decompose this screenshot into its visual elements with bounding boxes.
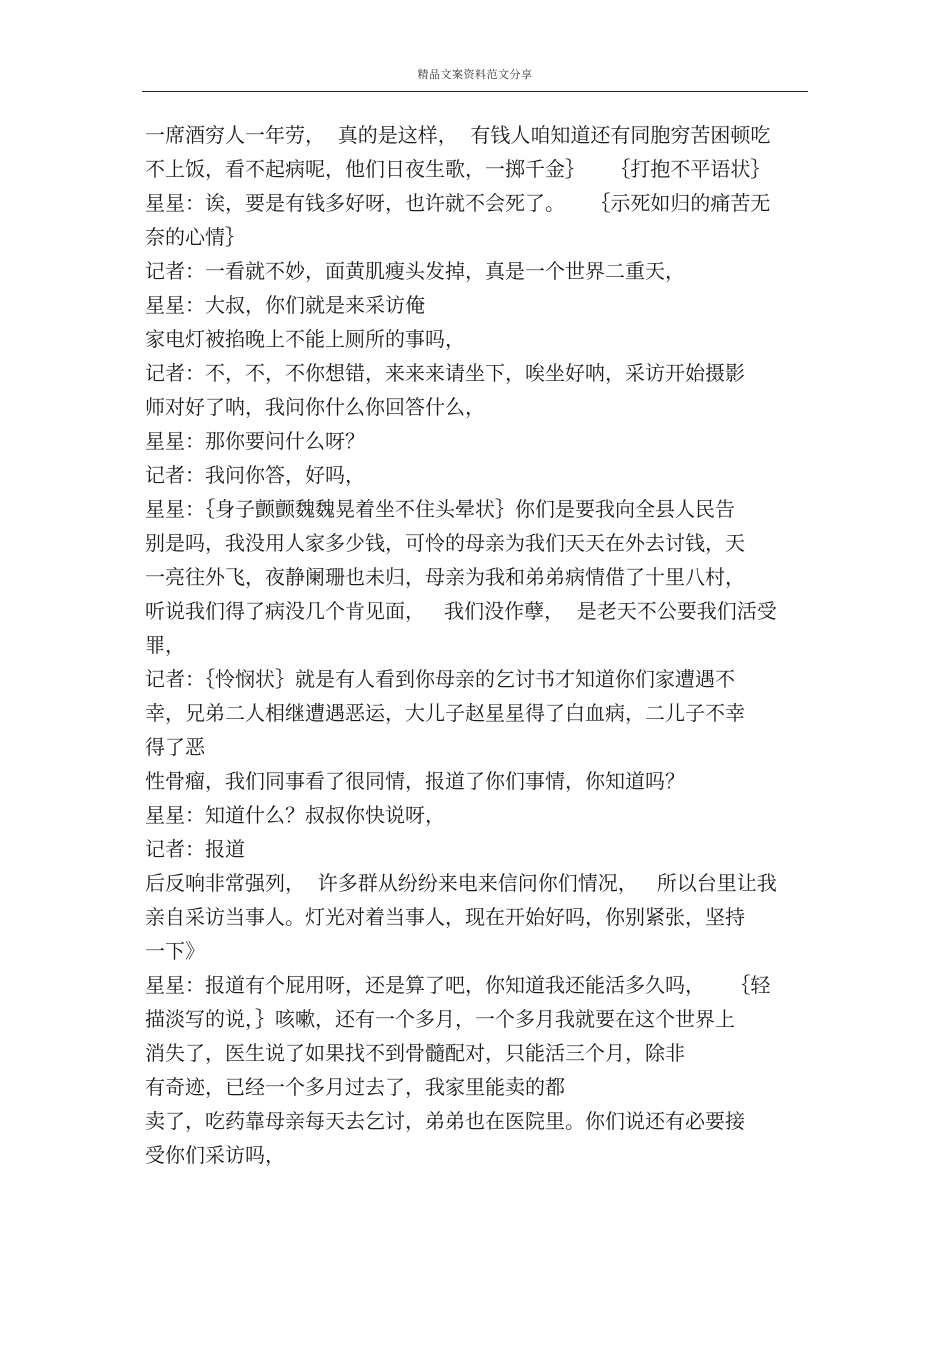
text-line: 记者：我问你答，好吗， bbox=[145, 463, 365, 487]
text-line: 受你们采访吗， bbox=[145, 1143, 285, 1167]
text-line: 记者：不，不，不你想错，来来来请坐下，唉坐好呐，采访开始摄影 bbox=[145, 361, 745, 385]
text-line: 奈的心情｝ bbox=[145, 225, 245, 249]
text-line: 一席酒穷人一年劳， 真的是这样， 有钱人咱知道还有同胞穷苦困顿吃 bbox=[145, 123, 771, 147]
text-line: 星星：那你要问什么呀？ bbox=[145, 429, 365, 453]
text-line: 幸，兄弟二人相继遭遇恶运，大儿子赵星星得了白血病，二儿子不幸 bbox=[145, 701, 745, 725]
text-line: 罪， bbox=[145, 633, 185, 657]
text-line: 记者：一看就不妙，面黄肌瘦头发掉，真是一个世界二重天， bbox=[145, 259, 685, 283]
text-line: 后反响非常强列， 许多群从纷纷来电来信问你们情况， 所以台里让我 bbox=[145, 871, 777, 895]
text-line: 星星：报道有个屁用呀，还是算了吧，你知道我还能活多久吗， ｛轻 bbox=[145, 973, 771, 997]
text-line: 一亮往外飞，夜静阑珊也未归，母亲为我和弟弟病情借了十里八村， bbox=[145, 565, 745, 589]
text-line: 性骨瘤，我们同事看了很同情，报道了你们事情，你知道吗？ bbox=[145, 769, 685, 793]
text-line: 不上饭，看不起病呢，他们日夜生歌，一掷千金｝ ｛打抱不平语状｝ bbox=[145, 157, 771, 181]
text-line: 描淡写的说，｝咳嗽，还有一个多月，一个多月我就要在这个世界上 bbox=[145, 1007, 735, 1031]
text-line: 师对好了呐，我问你什么你回答什么， bbox=[145, 395, 485, 419]
header-divider bbox=[142, 91, 808, 92]
text-line: 有奇迹，已经一个多月过去了，我家里能卖的都 bbox=[145, 1075, 565, 1099]
text-line: 星星：诶，要是有钱多好呀，也许就不会死了。 ｛示死如归的痛苦无 bbox=[145, 191, 771, 215]
text-line: 亲自采访当事人。灯光对着当事人，现在开始好吗，你别紧张，坚持 bbox=[145, 905, 745, 929]
text-line: 消失了，医生说了如果找不到骨髓配对，只能活三个月，除非 bbox=[145, 1041, 685, 1065]
text-line: 星星：大叔，你们就是来采访俺 bbox=[145, 293, 425, 317]
text-line: 家电灯被掐晚上不能上厕所的事吗， bbox=[145, 327, 465, 351]
text-line: 别是吗，我没用人家多少钱，可怜的母亲为我们天天在外去讨钱，天 bbox=[145, 531, 745, 555]
text-line: 记者：报道 bbox=[145, 837, 245, 861]
text-line: 一下》 bbox=[145, 939, 205, 963]
text-line: 卖了，吃药靠母亲每天去乞讨，弟弟也在医院里。你们说还有必要接 bbox=[145, 1109, 745, 1133]
text-line: 星星：知道什么？叔叔你快说呀， bbox=[145, 803, 445, 827]
text-line: 星星：｛身子颤颤魏魏晃着坐不住头晕状｝你们是要我向全县人民告 bbox=[145, 497, 735, 521]
text-line: 得了恶 bbox=[145, 735, 205, 759]
text-line: 记者：｛怜悯状｝就是有人看到你母亲的乞讨书才知道你们家遭遇不 bbox=[145, 667, 735, 691]
text-line: 听说我们得了病没几个肯见面， 我们没作孽， 是老天不公要我们活受 bbox=[145, 599, 777, 623]
page-header: 精品文案资料范文分享 bbox=[417, 68, 533, 81]
document-body bbox=[145, 118, 817, 1172]
